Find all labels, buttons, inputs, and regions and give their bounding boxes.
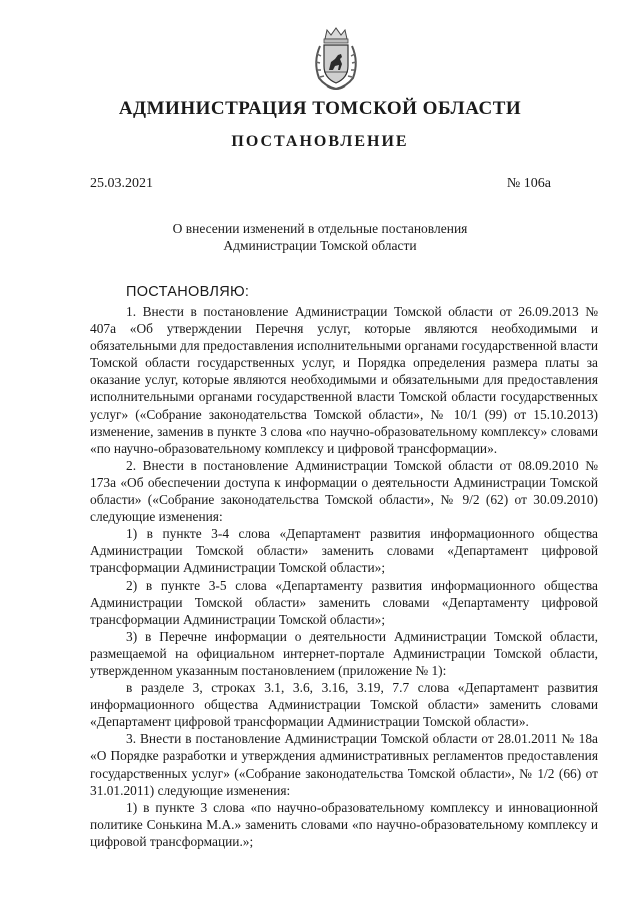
subject-line-2: Администрации Томской области — [223, 238, 417, 253]
document-type: ПОСТАНОВЛЕНИЕ — [231, 133, 409, 150]
decree-word: ПОСТАНОВЛЯЮ: — [126, 284, 250, 300]
document-date: 25.03.2021 — [90, 176, 153, 191]
paragraph-2: 2. Внести в постановление Администрации Томской области от 08.09.2010 № 173а «Об обеспечении доступа к информации о деятельности Администрации Томской области» («Собрание законодательства Томской области», № 9/2 (62) от 30.09.2010) следующие изменения: — [90, 457, 598, 525]
document-subject — [0, 220, 640, 254]
organization-title: АДМИНИСТРАЦИЯ ТОМСКОЙ ОБЛАСТИ — [118, 98, 522, 119]
paragraph-3: 3. Внести в постановление Администрации Томской области от 28.01.2011 № 18а «О Порядке разработки и утверждения административных регламентов предоставления государственных услуг» («Собрание законодательства Томской области», № 1/2 (66) от 31.01.2011) следующие изменения: — [90, 731, 598, 798]
paragraph-1: 1. Внести в постановление Администрации Томской области от 26.09.2013 № 407а «Об утверждении Перечня услуг, которые являются необходимыми и обязательными для предоставления исполнительными органами государственной власти Томской области государственных услуг, и Порядка определения размера платы за оказание услуг, которые являются необходимыми и обязательными для предоставления исполнительными органами государственной власти Томской области государственных услуг» («Собрание законодательства Томской области», № 10/1 (99) от 15.10.2013) изменение, заменив в пункте 3 слова «по научно-образовательному комплексу» словами «по научно-образовательному комплексу и цифровой трансформации». — [90, 304, 598, 456]
subject-line-1: О внесении изменений в отдельные постановления — [172, 221, 468, 236]
paragraph-2-item-1: 1) в пункте 3-4 слова «Департамент развития информационного общества Администрации Томской области» заменить словами «Департамент цифровой трансформации Администрации Томской области»; — [90, 526, 598, 576]
document-number: № 106а — [506, 176, 551, 191]
tomsk-region-coat-of-arms-icon — [311, 26, 361, 92]
paragraph-2-item-3-detail: в разделе 3, строках 3.1, 3.6, 3.16, 3.19, 7.7 слова «Департамент развития информационного общества Администрации Томской области» заменить словами «Департамент цифровой трансформации Администрации Томской области». — [90, 680, 598, 730]
paragraph-2-item-3: 3) в Перечне информации о деятельности Администрации Томской области, размещаемой на официальном интернет-портале Администрации Томской области, утвержденном указанным постановлением (приложение № 1): — [90, 628, 598, 678]
paragraph-3-item-1: 1) в пункте 3 слова «по научно-образовательному комплексу и инновационной политике Сонькина М.А.» заменить словами «по научно-образовательному комплексу и цифровой трансформации.»; — [90, 799, 598, 849]
document-body — [90, 303, 598, 850]
paragraph-2-item-2: 2) в пункте 3-5 слова «Департаменту развития информационного общества Администрации Томской области» заменить словами «Департаменту цифровой трансформации Администрации Томской области»; — [90, 577, 598, 627]
